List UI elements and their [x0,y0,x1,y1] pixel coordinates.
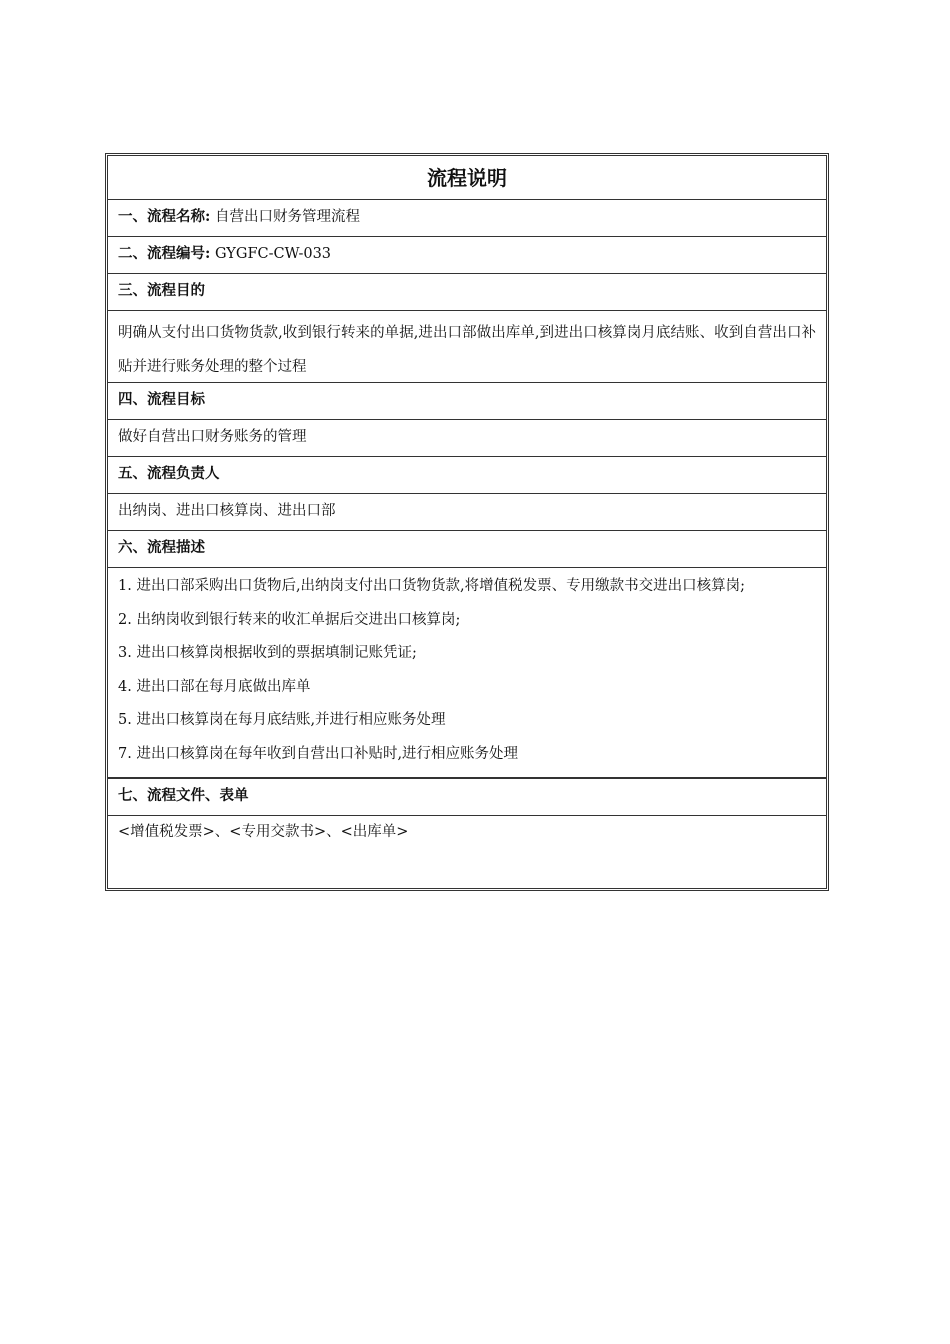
purpose-header-row [108,274,826,311]
owner-body-row [108,494,826,531]
goal-body-row [108,420,826,457]
owner-header-row [108,457,826,494]
table-title [108,156,826,200]
process-code-label: 二、流程编号: [118,245,211,262]
table-title-text: 流程说明 [427,165,507,190]
description-item: 2. 出纳岗收到银行转来的收汇单据后交进出口核算岗; [118,611,461,628]
goal-header-row [108,383,826,420]
description-item: 3. 进出口核算岗根据收到的票据填制记账凭证; [118,645,417,661]
process-name-value: 自营出口财务管理流程 [210,209,360,225]
process-code-value: GYGFC-CW-033 [210,246,332,262]
description-body-row [108,568,826,779]
process-name-row [108,200,826,237]
process-description-table [105,153,829,891]
forms-label: 七、流程文件、表单 [118,787,249,804]
process-name-label: 一、流程名称: [118,208,211,225]
process-code-row [108,237,826,274]
owner-text: 出纳岗、进出口核算岗、进出口部 [118,503,336,519]
forms-text: <增值税发票>、<专用交款书>、<出库单> [118,824,409,840]
description-item: 4. 进出口部在每月底做出库单 [118,678,311,695]
description-item: 7. 进出口核算岗在每年收到自营出口补贴时,进行相应账务处理 [118,745,519,762]
description-item: 1. 进出口部采购出口货物后,出纳岗支付出口货物货款,将增值税发票、专用缴款书交进出口核算岗; [118,578,746,594]
goal-label: 四、流程目标 [118,391,205,408]
purpose-label: 三、流程目的 [118,282,205,299]
goal-text: 做好自营出口财务账务的管理 [118,429,307,445]
forms-body-row [108,816,826,888]
description-header-row [108,531,826,568]
description-label: 六、流程描述 [118,539,205,556]
description-item: 5. 进出口核算岗在每月底结账,并进行相应账务处理 [118,712,446,728]
purpose-text: 明确从支付出口货物货款,收到银行转来的单据,进出口部做出库单,到进出口核算岗月底结账、收到自营出口补贴并进行账务处理的整个过程 [118,325,816,375]
owner-label: 五、流程负责人 [118,465,220,482]
forms-header-row [108,779,826,816]
purpose-body-row [108,311,826,383]
